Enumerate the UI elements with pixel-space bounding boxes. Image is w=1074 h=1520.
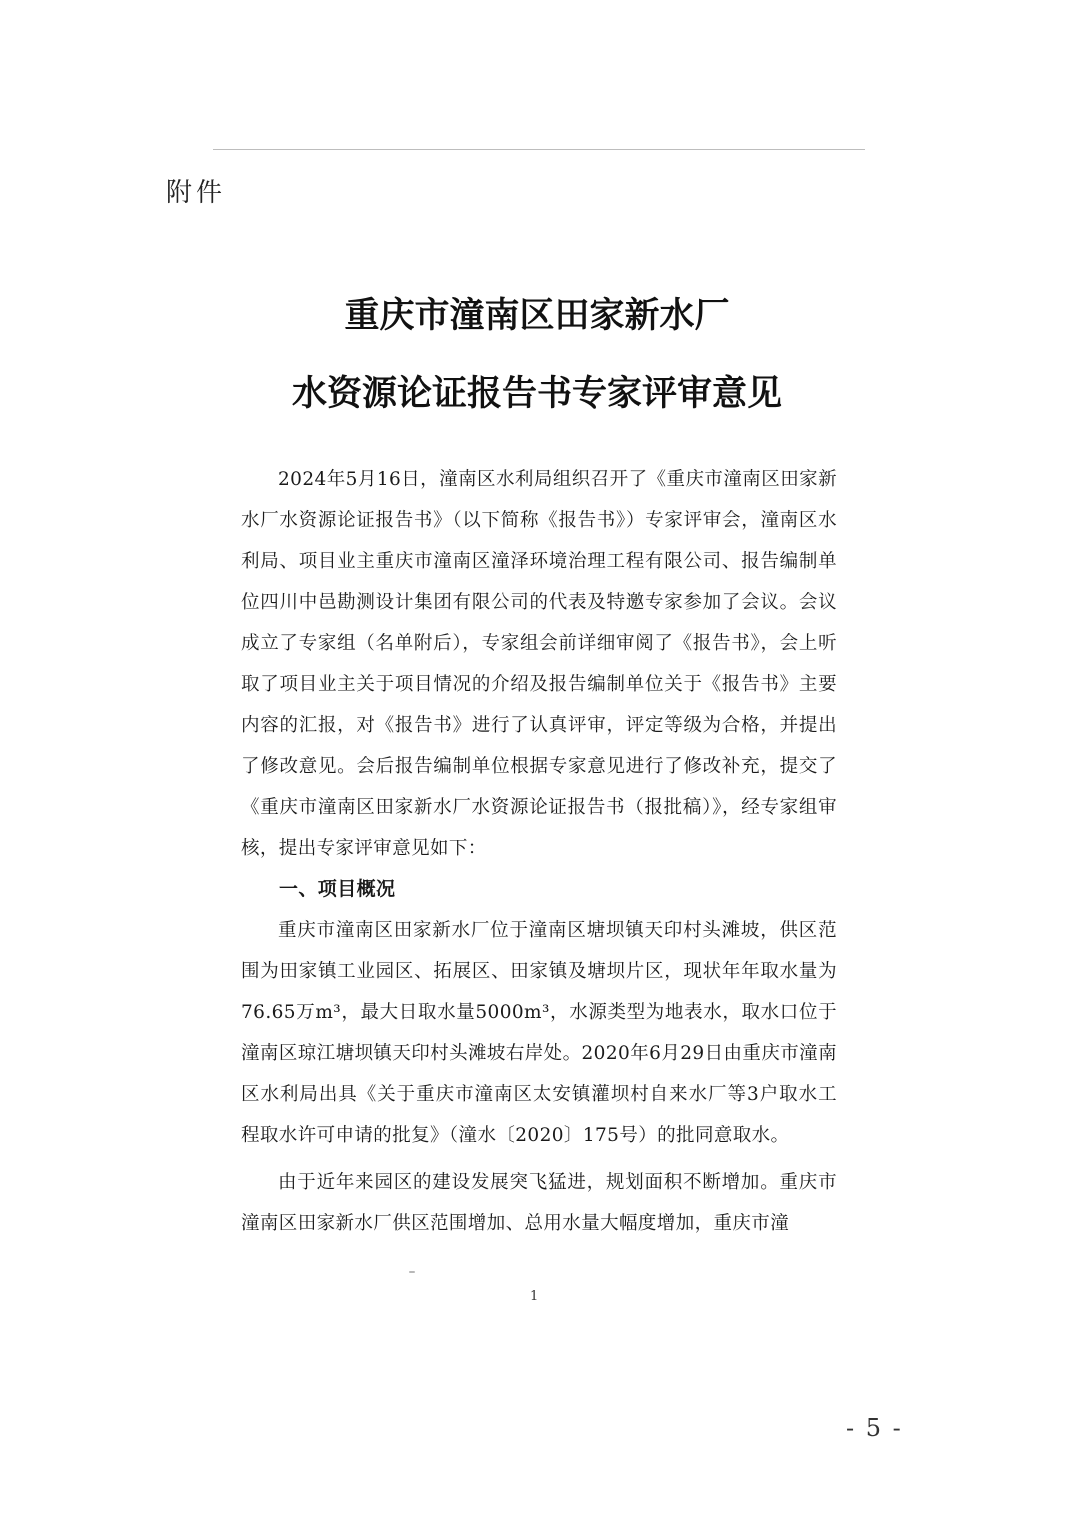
paragraph-project-overview: 重庆市潼南区田家新水厂位于潼南区塘坝镇天印村头滩坡，供区范围为田家镇工业园区、拓展区、田家镇及塘坝片区，现状年年取水量为76.65万m³，最大日取水量5000m³，水源类型为地表水，取水口位于潼南区琼江塘坝镇天印村头滩坡右岸处。2020年6月29日由重庆市潼南区水利局出具《关于重庆市潼南区太安镇灌坝村自来水厂等3户取水工程取水许可申请的批复》（潼水〔2020〕175号）的批同意取水。 xyxy=(241,920,837,1146)
document-title-line-1: 重庆市潼南区田家新水厂 xyxy=(344,296,730,336)
document-body xyxy=(241,459,837,1244)
outer-page-number: - 5 - xyxy=(846,1414,903,1442)
scan-artifact xyxy=(409,1271,415,1273)
paragraph-meeting-summary: 2024年5月16日，潼南区水利局组织召开了《重庆市潼南区田家新水厂水资源论证报告书》（以下简称《报告书》）专家评审会，潼南区水利局、项目业主重庆市潼南区潼泽环境治理工程有限公司、报告编制单位四川中邑勘测设计集团有限公司的代表及特邀专家参加了会议。会议成立了专家组（名单附后），专家组会前详细审阅了《报告书》，会上听取了项目业主关于项目情况的介绍及报告编制单位关于《报告书》主要内容的汇报，对《报告书》进行了认真评审，评定等级为合格，并提出了修改意见。会后报告编制单位根据专家意见进行了修改补充，提交了《重庆市潼南区田家新水厂水资源论证报告书（报批稿）》，经专家组审核，提出专家评审意见如下： xyxy=(241,469,837,859)
section-heading-project-overview: 一、项目概况 xyxy=(279,878,396,900)
attachment-label: 附件 xyxy=(166,178,227,208)
paragraph-development-background: 由于近年来园区的建设发展突飞猛进，规划面积不断增加。重庆市潼南区田家新水厂供区范围增加、总用水量大幅度增加，重庆市潼 xyxy=(241,1172,837,1234)
document-title-line-2: 水资源论证报告书专家评审意见 xyxy=(291,374,782,414)
inner-page-number: 1 xyxy=(530,1289,539,1304)
top-divider-line xyxy=(213,149,865,150)
